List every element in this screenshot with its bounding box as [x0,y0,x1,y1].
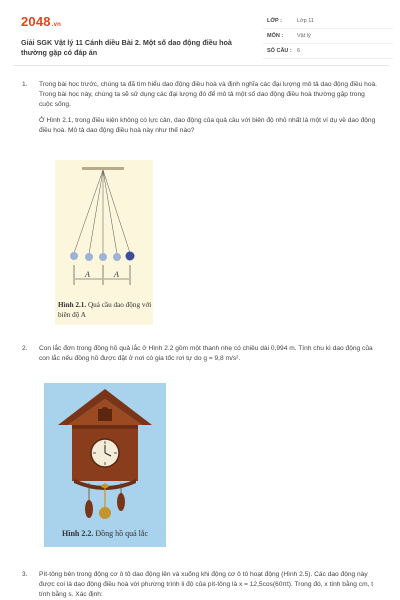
meta-value: Vật lý [297,33,311,39]
meta-row-grade [263,14,393,29]
amplitude-label-left: A [85,270,90,279]
figure-pendulum [55,160,153,325]
question-paragraph: Pít-tông bên trong động cơ ô tô dao động lên và xuống khi động cơ ô tô hoạt động (Hình 2.5). Các dao động này được coi là dao động điều hoà với phương trình li độ của pít-tông là x = 12,5cos(60πt). Trong đó, x tính bằng cm, t tính bằng s. Xác định: [39,571,374,598]
question-number: 1. [22,81,28,88]
document-header [13,8,389,66]
question-paragraph: Trong bài học trước, chúng ta đã tìm hiểu dao động điều hoà và định nghĩa các đại lượng mô tả dao động điều hoà. Trong bài học này, chúng ta sẽ sử dụng các đại lượng đó để mô tả một số dao động điều hoà thường gặp trong cuộc sống. [39,81,377,108]
figure-caption [55,300,153,320]
pendulum-illustration [55,160,153,295]
meta-value: Lớp 11 [297,18,314,24]
question-number: 2. [22,345,28,352]
cuckoo-clock-illustration [44,383,166,547]
meta-value: 6 [297,48,301,54]
figure-caption [44,529,166,539]
site-logo[interactable] [21,14,61,29]
question-1 [22,80,380,142]
caption-label: Hình 2.1. [58,301,87,309]
meta-key: MÔN : [267,33,284,39]
meta-key: LỚP : [267,18,282,24]
question-3 [22,570,380,600]
figure-clock [44,383,166,547]
logo-suffix: .vn [51,22,62,28]
meta-key: SỐ CÂU : [267,48,292,54]
caption-label: Hình 2.2. [62,529,94,538]
question-number: 3. [22,571,28,578]
amplitude-label-right: A [114,270,119,279]
meta-row-count [263,44,393,59]
question-2 [22,344,380,370]
logo-text: 2048 [21,14,51,29]
caption-text: Đồng hồ quả lắc [95,529,148,538]
caption-text: Quả cầu dao động với biên độ A [58,301,152,319]
document-title: Giải SGK Vật lý 11 Cánh diều Bài 2. Một số dao động điều hoà thường gặp có đáp án [21,38,232,57]
meta-row-subject [263,29,393,44]
meta-table [263,14,393,59]
question-paragraph: Ở Hình 2.1, trong điều kiện không có lực cản, dao động của quả cầu với biên độ nhỏ nhất là một ví dụ về dao động điều hoà. Mô tả dao động điều hoà này như thế nào? [39,117,376,134]
question-paragraph: Con lắc đơn trong đồng hồ quả lắc ở Hình 2.2 gồm một thanh nhẹ có chiều dài 0,994 m. Tính chu kì dao động của con lắc nếu đồng hồ được đặt ở nơi có gia tốc rơi tự do g = 9,8 m/s². [39,345,373,362]
